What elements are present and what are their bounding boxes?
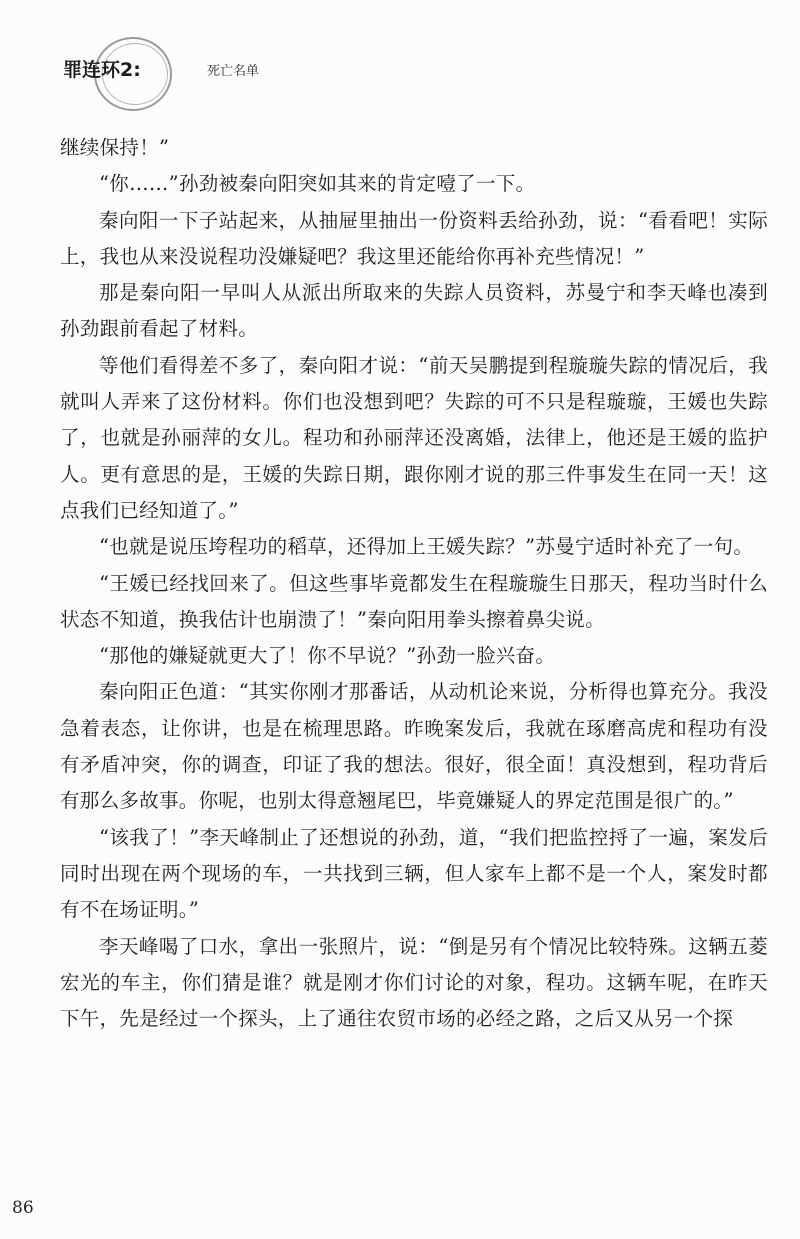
- paragraph: 秦向阳正色道：“其实你刚才那番话，从动机论来说，分析得也算充分。我没急着表态，让你讲，也是在梳理思路。昨晚案发后，我就在琢磨高虎和程功有没有矛盾冲突，你的调查，印证了我的想法。很好，很全面！真没想到，程功背后有那么多故事。你呢，也别太得意翘尾巴，毕竟嫌疑人的界定范围是很广的。”: [60, 680, 768, 813]
- paragraph: “该我了！”李天峰制止了还想说的孙劲，道，“我们把监控捋了一遍，案发后同时出现在两个现场的车，一共找到三辆，但人家车上都不是一个人，案发时都有不在场证明。”: [60, 825, 768, 922]
- paragraph: 等他们看得差不多了，秦向阳才说：“前天吴鹏提到程璇璇失踪的情况后，我就叫人弄来了这份材料。你们也没想到吧？失踪的可不只是程璇璇，王媛也失踪了，也就是孙丽萍的女儿。程功和孙丽萍还没离婚，法律上，他还是王媛的监护人。更有意思的是，王媛的失踪日期，跟你刚才说的那三件事发生在同一天！这点我们已经知道了。”: [60, 353, 768, 522]
- paragraph: “那他的嫌疑就更大了！你不早说？”孙劲一脸兴奋。: [99, 644, 556, 668]
- page-number: 86: [12, 1198, 34, 1218]
- paragraph: 那是秦向阳一早叫人从派出所取来的失踪人员资料，苏曼宁和李天峰也凑到孙劲跟前看起了材料。: [60, 281, 768, 341]
- paragraph: 继续保持！”: [60, 136, 170, 159]
- paragraph: “也就是说压垮程功的稻草，还得加上王媛失踪？”苏曼宁适时补充了一句。: [99, 535, 754, 559]
- paragraph: 秦向阳一下子站起来，从抽屉里抽出一份资料丢给孙劲，说：“看看吧！实际上，我也从来没说程功没嫌疑吧？我这里还能给你再补充些情况！”: [60, 208, 768, 268]
- body-text: [60, 130, 768, 1037]
- paragraph: “你……”孙劲被秦向阳突如其来的肯定噎了一下。: [99, 172, 536, 196]
- running-header: [60, 55, 360, 95]
- book-subtitle: 死亡名单: [207, 64, 260, 79]
- book-title: 罪连环2:: [63, 59, 141, 81]
- paragraph: “王媛已经找回来了。但这些事毕竟都发生在程璇璇生日那天，程功当时什么状态不知道，换我估计也崩溃了！”秦向阳用拳头擦着鼻尖说。: [60, 571, 768, 631]
- paragraph: 李天峰喝了口水，拿出一张照片，说：“倒是另有个情况比较特殊。这辆五菱宏光的车主，你们猜是谁？就是刚才你们讨论的对象，程功。这辆车呢，在昨天下午，先是经过一个探头，上了通往农贸市场的必经之路，之后又从另一个探: [60, 934, 768, 1031]
